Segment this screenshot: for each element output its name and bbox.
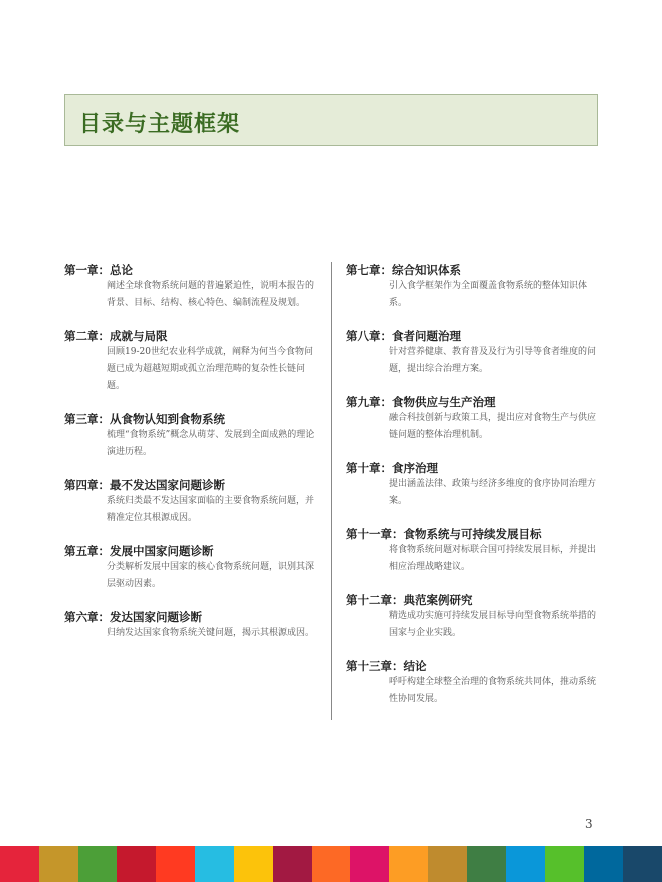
toc-entry: [64, 328, 316, 395]
chapter-title: 第九章：食物供应与生产治理: [346, 395, 496, 409]
toc-entry: [64, 609, 316, 642]
toc-entry: [64, 543, 316, 593]
sdg-color-block: [78, 846, 117, 882]
toc-entry: [346, 394, 600, 444]
chapter-title: 第二章：成就与局限: [64, 329, 168, 343]
chapter-title: 第十章：食序治理: [346, 461, 438, 475]
chapter-description: 阐述全球食物系统问题的普遍紧迫性，说明本报告的背景、目标、结构、核心特色、编制流程及规划。: [107, 281, 315, 308]
chapter-title: 第三章：从食物认知到食物系统: [64, 412, 225, 426]
chapter-title: 第七章：综合知识体系: [346, 263, 461, 277]
chapter-description: 梳理“食物系统”概念从萌芽、发展到全面成熟的理论演进历程。: [107, 430, 315, 457]
toc-entry: [346, 526, 600, 576]
toc-entry: [346, 262, 600, 312]
chapter-description: 针对营养健康、教育普及及行为引导等食者维度的问题，提出综合治理方案。: [389, 347, 597, 374]
chapter-description: 呼吁构建全球整全治理的食物系统共同体，推动系统性协同发展。: [389, 677, 597, 704]
sdg-color-block: [156, 846, 195, 882]
toc-column-left: [64, 262, 316, 658]
chapter-title: 第八章：食者问题治理: [346, 329, 461, 343]
chapter-description: 分类解析发展中国家的核心食物系统问题，识别其深层驱动因素。: [107, 562, 315, 589]
page-title: 目录与主题框架: [79, 112, 241, 137]
column-divider: [331, 262, 332, 720]
sdg-color-block: [0, 846, 39, 882]
toc-entry: [64, 477, 316, 527]
sdg-color-strip: [0, 846, 662, 882]
chapter-title: 第一章：总论: [64, 263, 133, 277]
chapter-title: 第五章：发展中国家问题诊断: [64, 544, 214, 558]
sdg-color-block: [467, 846, 506, 882]
sdg-color-block: [273, 846, 312, 882]
toc-column-right: [346, 262, 600, 724]
toc-entry: [64, 411, 316, 461]
title-banner: [64, 94, 598, 146]
sdg-color-block: [428, 846, 467, 882]
chapter-description: 回顾19-20世纪农业科学成就，阐释为何当今食物问题已成为超越短期或孤立治理范畴的复杂性长链问题。: [107, 347, 313, 391]
sdg-color-block: [350, 846, 389, 882]
sdg-color-block: [389, 846, 428, 882]
chapter-title: 第六章：发达国家问题诊断: [64, 610, 202, 624]
toc-entry: [346, 460, 600, 510]
chapter-description: 归纳发达国家食物系统关键问题，揭示其根源成因。: [107, 628, 315, 638]
chapter-title: 第十一章：食物系统与可持续发展目标: [346, 527, 542, 541]
chapter-description: 提出涵盖法律、政策与经济多维度的食序协同治理方案。: [389, 479, 597, 506]
chapter-description: 将食物系统问题对标联合国可持续发展目标，并提出相应治理战略建议。: [389, 545, 597, 572]
sdg-color-block: [545, 846, 584, 882]
sdg-color-block: [623, 846, 662, 882]
toc-entry: [346, 328, 600, 378]
toc-entry: [346, 592, 600, 642]
sdg-color-block: [195, 846, 234, 882]
toc-entry: [346, 658, 600, 708]
sdg-color-block: [506, 846, 545, 882]
chapter-description: 融合科技创新与政策工具，提出应对食物生产与供应链问题的整体治理机制。: [389, 413, 597, 440]
chapter-title: 第十三章：结论: [346, 659, 427, 673]
sdg-color-block: [312, 846, 351, 882]
sdg-color-block: [234, 846, 273, 882]
sdg-color-block: [39, 846, 78, 882]
chapter-title: 第十二章：典范案例研究: [346, 593, 473, 607]
page-number: 3: [585, 817, 593, 831]
toc-entry: [64, 262, 316, 312]
chapter-description: 系统归类最不发达国家面临的主要食物系统问题，并精准定位其根源成因。: [107, 496, 315, 523]
sdg-color-block: [117, 846, 156, 882]
chapter-description: 引入食学框架作为全面覆盖食物系统的整体知识体系。: [389, 281, 588, 308]
sdg-color-block: [584, 846, 623, 882]
chapter-title: 第四章：最不发达国家问题诊断: [64, 478, 225, 492]
chapter-description: 精选成功实施可持续发展目标导向型食物系统举措的国家与企业实践。: [389, 611, 597, 638]
